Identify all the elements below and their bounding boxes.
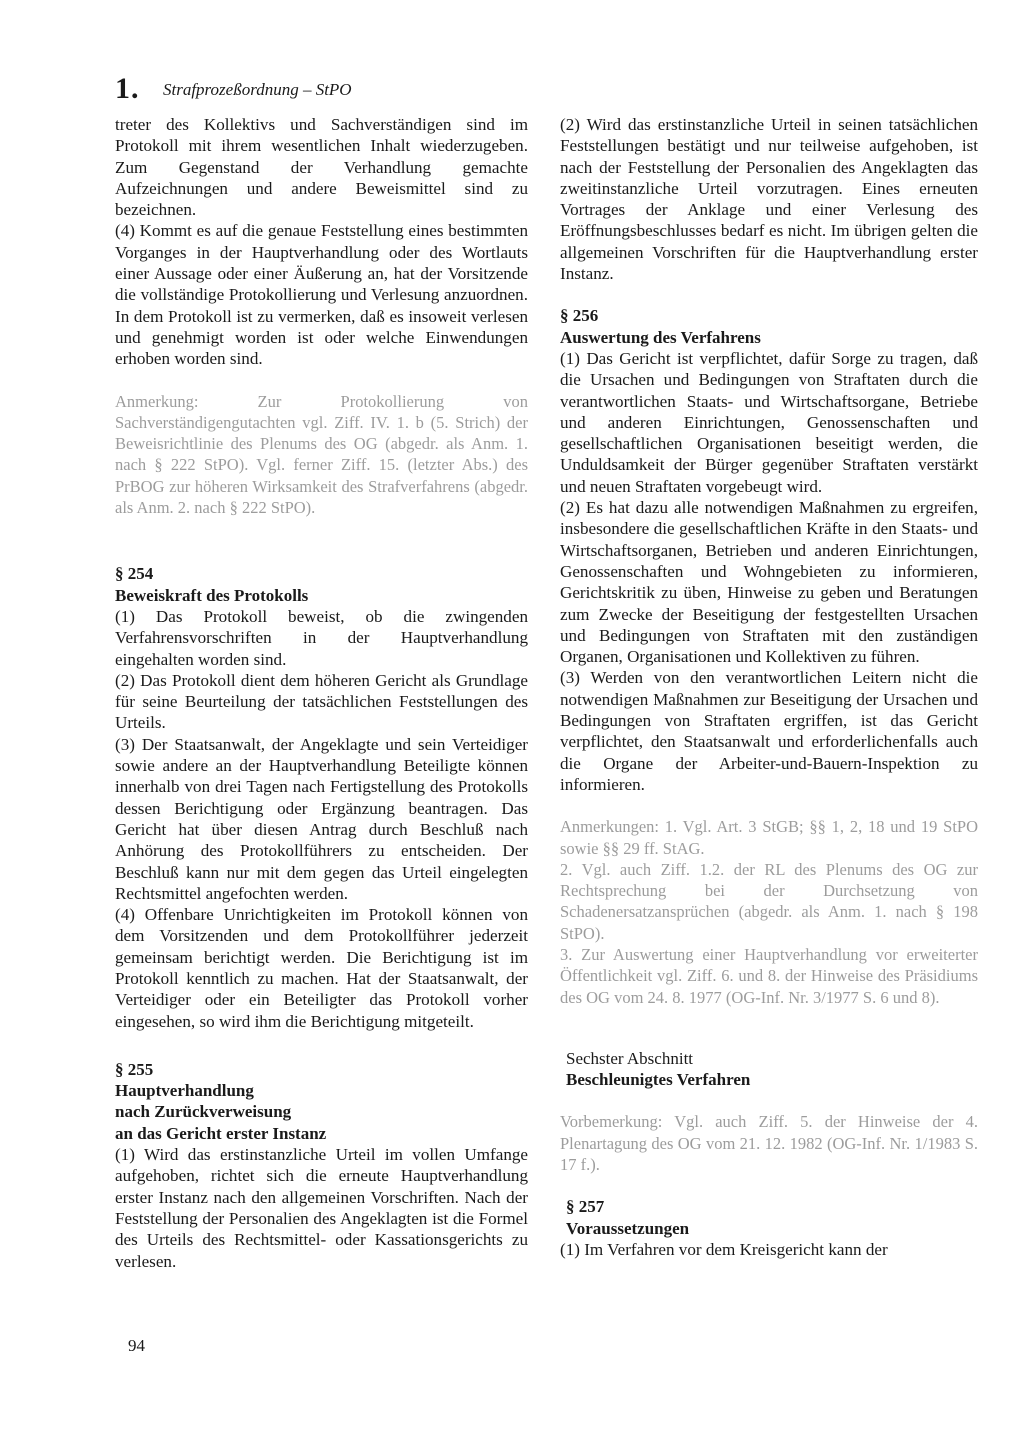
subsection-1: (1) Das Protokoll beweist, ob die zwingenden Verfahrensvorschriften in der Hauptverhandlung eingehalten worden sind. bbox=[115, 606, 528, 669]
subsection-2: (2) Es hat dazu alle notwendigen Maßnahmen zu ergreifen, insbesondere die gesellschaftlichen Kräfte in den Staats- und Wirtschaftsorganen, Betrieben und anderen Einrichtungen, Genossenschaften und Wohngebieten zu informieren, Gerichtskritik zu üben, Hinweise zu geben und Beratungen zum Zwecke der Beseitigung der festgestellten Ursachen und Bedingungen von Straftaten mit den zuständigen Organen, Organisationen und Kollektiven zu führen. bbox=[560, 498, 978, 667]
section-body bbox=[560, 1239, 978, 1260]
section-body bbox=[115, 1144, 528, 1272]
section-title-line-2: nach Zurückverweisung bbox=[115, 1102, 292, 1122]
paragraph-4: (4) Kommt es auf die genaue Feststellung eines bestimmten Vorganges in der Hauptverhandlung oder des Wortlauts einer Aussage oder einer Äußerung an, hat der Vorsitzende die vollständige Protokollierung und Verlesung anzuordnen. In dem Protokoll ist zu vermerken, daß es insoweit verlesen und genehmigt worden ist oder welche Einwendungen erhoben worden sind. bbox=[115, 221, 528, 369]
annotations-256 bbox=[560, 816, 978, 1008]
section-number: § 256 bbox=[560, 306, 599, 326]
section-body bbox=[560, 348, 978, 795]
section-257 bbox=[560, 1196, 978, 1239]
section-254 bbox=[115, 563, 528, 1032]
continued-text bbox=[115, 114, 528, 370]
annotation-2: 2. Vgl. auch Ziff. 1.2. der RL des Plenums des OG zur Rechtsprechung bei der Durchsetzung von Schadenersatzansprüchen (abgedr. als Anm. 1. nach § 198 StPO). bbox=[560, 859, 978, 943]
subsection-1: (1) Das Gericht ist verpflichtet, dafür Sorge zu tragen, daß die Ursachen und Bedingungen von Straftaten durch die verantwortlichen Staats- und Wirtschaftsorgane, Betriebe und anderen Einrichtungen, Genossenschaften und gesellschaftlichen Organisationen beseitigt werden, die Unduldsamkeit der Bürger gegenüber Straftaten verstärkt und neuen Straftaten vorgebeugt wird. bbox=[560, 348, 978, 496]
section-title-line-1: Hauptverhandlung bbox=[115, 1081, 254, 1101]
section-heading bbox=[560, 1048, 978, 1091]
chapter-title: Strafprozeßordnung – StPO bbox=[163, 80, 352, 99]
annotation-1: Anmerkungen: 1. Vgl. Art. 3 StGB; §§ 1, 2, 18 und 19 StPO sowie §§ 29 ff. StAG. bbox=[560, 817, 978, 858]
subsection-1: (1) Im Verfahren vor dem Kreisgericht kann der bbox=[560, 1239, 888, 1259]
section-number: § 254 bbox=[115, 564, 154, 584]
continued-paragraph: treter des Kollektivs und Sachverständigen sind im Protokoll mit ihrem wesentlichen Inhalt wiederzugeben. Zum Gegenstand der Verhandlung gemachte Aufzeichnungen und andere Beweismittel sind zu bezeichnen. bbox=[115, 115, 528, 220]
section-title: Beweiskraft des Protokolls bbox=[115, 585, 309, 605]
left-column bbox=[115, 114, 528, 1272]
section-body bbox=[115, 606, 528, 1032]
preliminary-note bbox=[560, 1111, 978, 1175]
subsection-2: (2) Das Protokoll dient dem höheren Gericht als Grundlage für seine Beurteilung der tatsächlichen Feststellungen des Urteils. bbox=[115, 670, 528, 733]
page-number: 94 bbox=[128, 1336, 145, 1355]
subsection-4: (4) Offenbare Unrichtigkeiten im Protokoll können von dem Vorsitzenden und dem Protokollführer jederzeit gemeinsam berichtigt werden. Die Berichtigung ist im Protokoll kenntlich zu machen. Hat der Staatsanwalt, der Verteidiger oder ein Beteiligter das Protokoll vorher eingesehen, so wird ihm die Berichtigung mitgeteilt. bbox=[115, 905, 528, 1031]
preliminary-note-text: Vorbemerkung: Vgl. auch Ziff. 5. der Hinweise der 4. Plenartagung des OG vom 21. 12. 1982 (OG-Inf. Nr. 1/1983 S. 17 f.). bbox=[560, 1112, 978, 1175]
section-number: § 255 bbox=[115, 1059, 154, 1079]
subsection-3: (3) Der Staatsanwalt, der Angeklagte und sein Verteidiger sowie andere an der Hauptverhandlung Beteiligte können innerhalb von drei Tagen nach Fertigstellung des Protokolls dessen Berichtigung oder Ergänzung beantragen. Das Gericht hat über diesen Antrag durch Beschluß nach Anhörung des Protokollführers zu entscheiden. Der Beschluß kann nur mit dem gegen das Urteil eingelegten Rechtsmittel angefochten werden. bbox=[115, 734, 528, 903]
section-title-line-3: an das Gericht erster Instanz bbox=[115, 1123, 327, 1143]
section-255-continued bbox=[560, 114, 978, 284]
annotation-text: Anmerkung: Zur Protokollierung von Sachverständigengutachten vgl. Ziff. IV. 1. b (5. Strich) der Beweisrichtlinie des Plenums des OG (abgedr. als Anm. 1. nach § 222 StPO). Vgl. ferner Ziff. 15. (letzter Abs.) des PrBOG zur höheren Wirksamkeit des Strafverfahrens (abgedr. als Anm. 2. nach § 222 StPO). bbox=[115, 391, 528, 518]
section-title: Voraussetzungen bbox=[566, 1218, 690, 1238]
running-header bbox=[115, 72, 535, 112]
annotation-3: 3. Zur Auswertung einer Hauptverhandlung vor erweiterter Öffentlichkeit vgl. Ziff. 6. und 8. der Hinweise des Präsidiums des OG vom 24. 8. 1977 (OG-Inf. Nr. 3/1977 S. 6 und 8). bbox=[560, 944, 978, 1007]
subsection-2: (2) Wird das erstinstanzliche Urteil in seinen tatsächlichen Feststellungen bestätigt und nur teilweise aufgehoben, ist nach der Feststellung der Personalien des Angeklagten das zweitinstanzliche Urteil vorzutragen. Eines erneuten Vortrages der Anklage und einer Verlesung des Eröffnungsbeschlusses bedarf es nicht. Im übrigen gelten die allgemeinen Vorschriften für die Hauptverhandlung erster Instanz. bbox=[560, 115, 978, 284]
section-label: Sechster Abschnitt bbox=[566, 1048, 694, 1068]
section-title: Auswertung des Verfahrens bbox=[560, 327, 761, 347]
section-number: § 257 bbox=[566, 1197, 605, 1217]
right-column bbox=[560, 114, 978, 1260]
section-255 bbox=[115, 1059, 528, 1272]
section-heading-title: Beschleunigtes Verfahren bbox=[566, 1070, 751, 1090]
chapter-number: 1. bbox=[115, 72, 140, 105]
section-256 bbox=[560, 305, 978, 795]
subsection-3: (3) Werden von den verantwortlichen Leitern nicht die notwendigen Maßnahmen zur Beseitigung der Ursachen und Bedingungen von Straftaten ergriffen, ist das Gericht verpflichtet, den Staatsanwalt und erforderlichenfalls auch die Organe der Arbeiter-und-Bauern-Inspektion zu informieren. bbox=[560, 668, 978, 794]
subsection-1: (1) Wird das erstinstanzliche Urteil im vollen Umfange aufgehoben, richtet sich die erneute Hauptverhandlung erster Instanz nach den allgemeinen Vorschriften. Nach der Feststellung der Personalien des Angeklagten ist die Formel des Urteils des Rechtsmittel- oder Kassationsgerichts zu verlesen. bbox=[115, 1145, 528, 1271]
annotation-note bbox=[115, 391, 528, 519]
